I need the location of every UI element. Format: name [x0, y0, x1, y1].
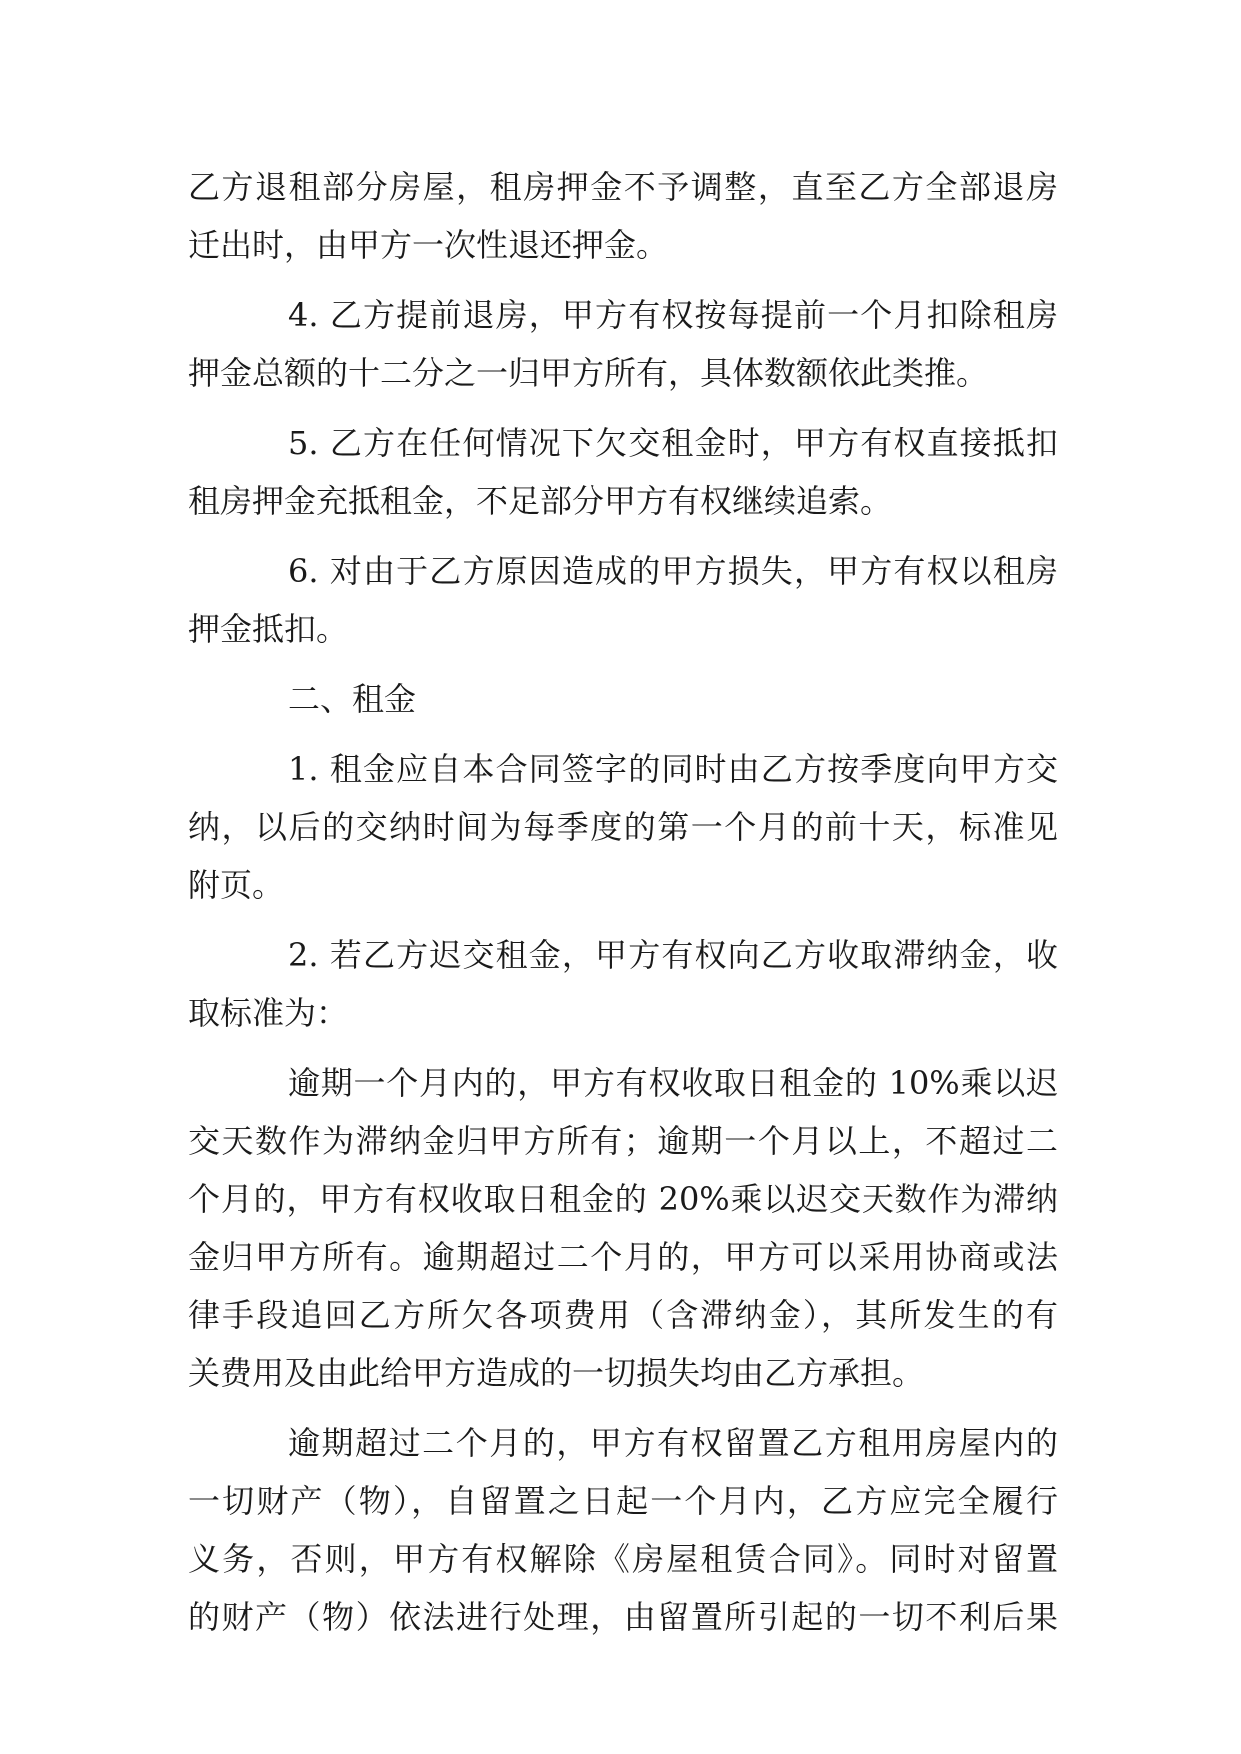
- lien-paragraph-line: 逾期超过二个月的，甲方有权留置乙方租用房屋内的: [288, 1424, 1058, 1462]
- late-fee-paragraph-line: 律手段追回乙方所欠各项费用（含滞纳金），其所发生的有: [188, 1296, 1058, 1334]
- rent-clause-2-line: 2. 若乙方迟交租金，甲方有权向乙方收取滞纳金，收: [288, 936, 1058, 974]
- clause-6-line: 押金抵扣。: [188, 610, 349, 648]
- lien-paragraph-line: 一切财产（物），自留置之日起一个月内，乙方应完全履行: [188, 1482, 1058, 1520]
- rent-clause-1-line: 1. 租金应自本合同签字的同时由乙方按季度向甲方交: [288, 750, 1058, 788]
- clause-6-line: 6. 对由于乙方原因造成的甲方损失，甲方有权以租房: [288, 552, 1058, 590]
- clause-4-line: 4. 乙方提前退房，甲方有权按每提前一个月扣除租房: [288, 296, 1058, 334]
- section-heading: 二、租金: [288, 680, 417, 718]
- clause-5-line: 5. 乙方在任何情况下欠交租金时，甲方有权直接抵扣: [288, 424, 1058, 462]
- document-body: [188, 158, 1058, 1646]
- rent-clause-1-line: 附页。: [188, 866, 285, 904]
- late-fee-paragraph-line: 金归甲方所有。逾期超过二个月的，甲方可以采用协商或法: [188, 1238, 1058, 1276]
- rent-clause-1-line: 纳，以后的交纳时间为每季度的第一个月的前十天，标准见: [188, 808, 1058, 846]
- clause-4-line: 押金总额的十二分之一归甲方所有，具体数额依此类推。: [188, 354, 989, 392]
- paragraph-line: 迁出时，由甲方一次性退还押金。: [188, 226, 669, 264]
- late-fee-paragraph-line: 逾期一个月内的，甲方有权收取日租金的 10%乘以迟: [288, 1064, 1058, 1102]
- late-fee-paragraph-line: 关费用及由此给甲方造成的一切损失均由乙方承担。: [188, 1354, 925, 1392]
- late-fee-paragraph-line: 个月的，甲方有权收取日租金的 20%乘以迟交天数作为滞纳: [188, 1180, 1058, 1218]
- clause-5-line: 租房押金充抵租金，不足部分甲方有权继续追索。: [188, 482, 893, 520]
- paragraph-line: 乙方退租部分房屋，租房押金不予调整，直至乙方全部退房: [188, 168, 1058, 206]
- rent-clause-2-line: 取标准为：: [188, 994, 349, 1032]
- late-fee-paragraph-line: 交天数作为滞纳金归甲方所有；逾期一个月以上，不超过二: [188, 1122, 1058, 1160]
- lien-paragraph-line: 的财产（物）依法进行处理，由留置所引起的一切不利后果: [188, 1598, 1058, 1636]
- lien-paragraph-line: 义务，否则，甲方有权解除《房屋租赁合同》。同时对留置: [188, 1540, 1058, 1578]
